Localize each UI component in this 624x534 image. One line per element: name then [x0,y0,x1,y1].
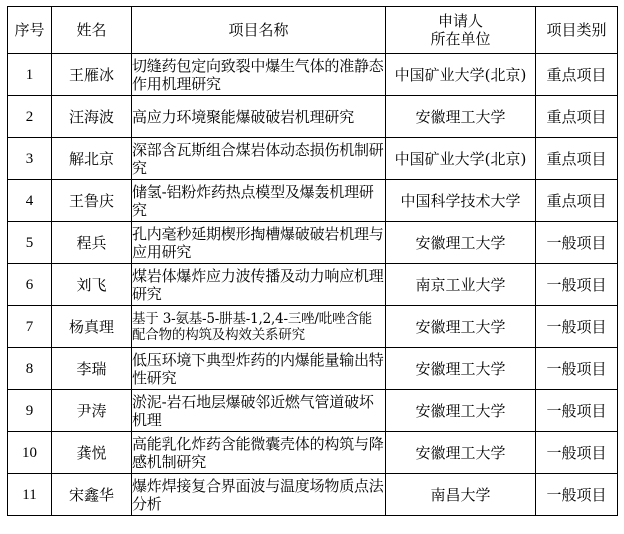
cell-seq: 3 [8,138,52,180]
cell-title: 高应力环境聚能爆破破岩机理研究 [132,96,386,138]
header-title: 项目名称 [132,7,386,54]
cell-title: 切缝药包定向致裂中爆生气体的准静态作用机理研究 [132,54,386,96]
table-row [8,474,618,516]
cell-seq: 5 [8,222,52,264]
cell-unit: 安徽理工大学 [386,306,536,348]
cell-seq: 10 [8,432,52,474]
cell-name: 宋鑫华 [52,474,132,516]
cell-unit: 中国矿业大学(北京) [386,54,536,96]
table-row [8,222,618,264]
cell-seq: 7 [8,306,52,348]
table-row [8,390,618,432]
header-seq: 序号 [8,7,52,54]
cell-title: 淤泥-岩石地层爆破邻近燃气管道破坏机理 [132,390,386,432]
cell-category: 重点项目 [536,138,618,180]
table-row [8,348,618,390]
cell-name: 王雁冰 [52,54,132,96]
cell-seq: 2 [8,96,52,138]
cell-name: 程兵 [52,222,132,264]
cell-unit: 安徽理工大学 [386,390,536,432]
cell-name: 王鲁庆 [52,180,132,222]
cell-category: 重点项目 [536,180,618,222]
cell-name: 刘飞 [52,264,132,306]
table-row [8,138,618,180]
header-category: 项目类别 [536,7,618,54]
cell-category: 重点项目 [536,54,618,96]
header-name: 姓名 [52,7,132,54]
cell-title: 基于 3-氨基-5-肼基-1,2,4-三唑/吡唑含能配合物的构筑及构效关系研究 [132,306,386,348]
cell-seq: 6 [8,264,52,306]
cell-name: 尹涛 [52,390,132,432]
table-row [8,264,618,306]
table-row [8,96,618,138]
cell-category: 一般项目 [536,348,618,390]
cell-name: 杨真理 [52,306,132,348]
cell-title: 深部含瓦斯组合煤岩体动态损伤机制研究 [132,138,386,180]
cell-seq: 8 [8,348,52,390]
cell-category: 一般项目 [536,306,618,348]
cell-category: 一般项目 [536,264,618,306]
cell-category: 重点项目 [536,96,618,138]
cell-unit: 安徽理工大学 [386,222,536,264]
table-row [8,180,618,222]
cell-category: 一般项目 [536,390,618,432]
header-unit [386,7,536,54]
header-unit-line2: 所在单位 [430,30,491,48]
cell-title: 低压环境下典型炸药的内爆能量输出特性研究 [132,348,386,390]
cell-seq: 1 [8,54,52,96]
cell-name: 龚悦 [52,432,132,474]
cell-unit: 安徽理工大学 [386,348,536,390]
cell-unit: 安徽理工大学 [386,432,536,474]
table-row [8,432,618,474]
cell-name: 李瑞 [52,348,132,390]
table-header-row [8,7,618,54]
project-table [7,6,618,516]
cell-title: 孔内毫秒延期楔形掏槽爆破破岩机理与应用研究 [132,222,386,264]
cell-title: 煤岩体爆炸应力波传播及动力响应机理研究 [132,264,386,306]
cell-unit: 南昌大学 [386,474,536,516]
cell-seq: 4 [8,180,52,222]
cell-unit: 安徽理工大学 [386,96,536,138]
header-unit-line1: 申请人 [437,12,483,30]
cell-unit: 南京工业大学 [386,264,536,306]
cell-title: 高能乳化炸药含能微囊壳体的构筑与降感机制研究 [132,432,386,474]
cell-category: 一般项目 [536,432,618,474]
cell-name: 汪海波 [52,96,132,138]
table-row [8,306,618,348]
cell-unit: 中国矿业大学(北京) [386,138,536,180]
table-row [8,54,618,96]
cell-unit: 中国科学技术大学 [386,180,536,222]
cell-title: 爆炸焊接复合界面波与温度场物质点法分析 [132,474,386,516]
cell-category: 一般项目 [536,474,618,516]
cell-name: 解北京 [52,138,132,180]
cell-category: 一般项目 [536,222,618,264]
cell-seq: 11 [8,474,52,516]
cell-seq: 9 [8,390,52,432]
cell-title: 储氢-铝粉炸药热点模型及爆轰机理研究 [132,180,386,222]
